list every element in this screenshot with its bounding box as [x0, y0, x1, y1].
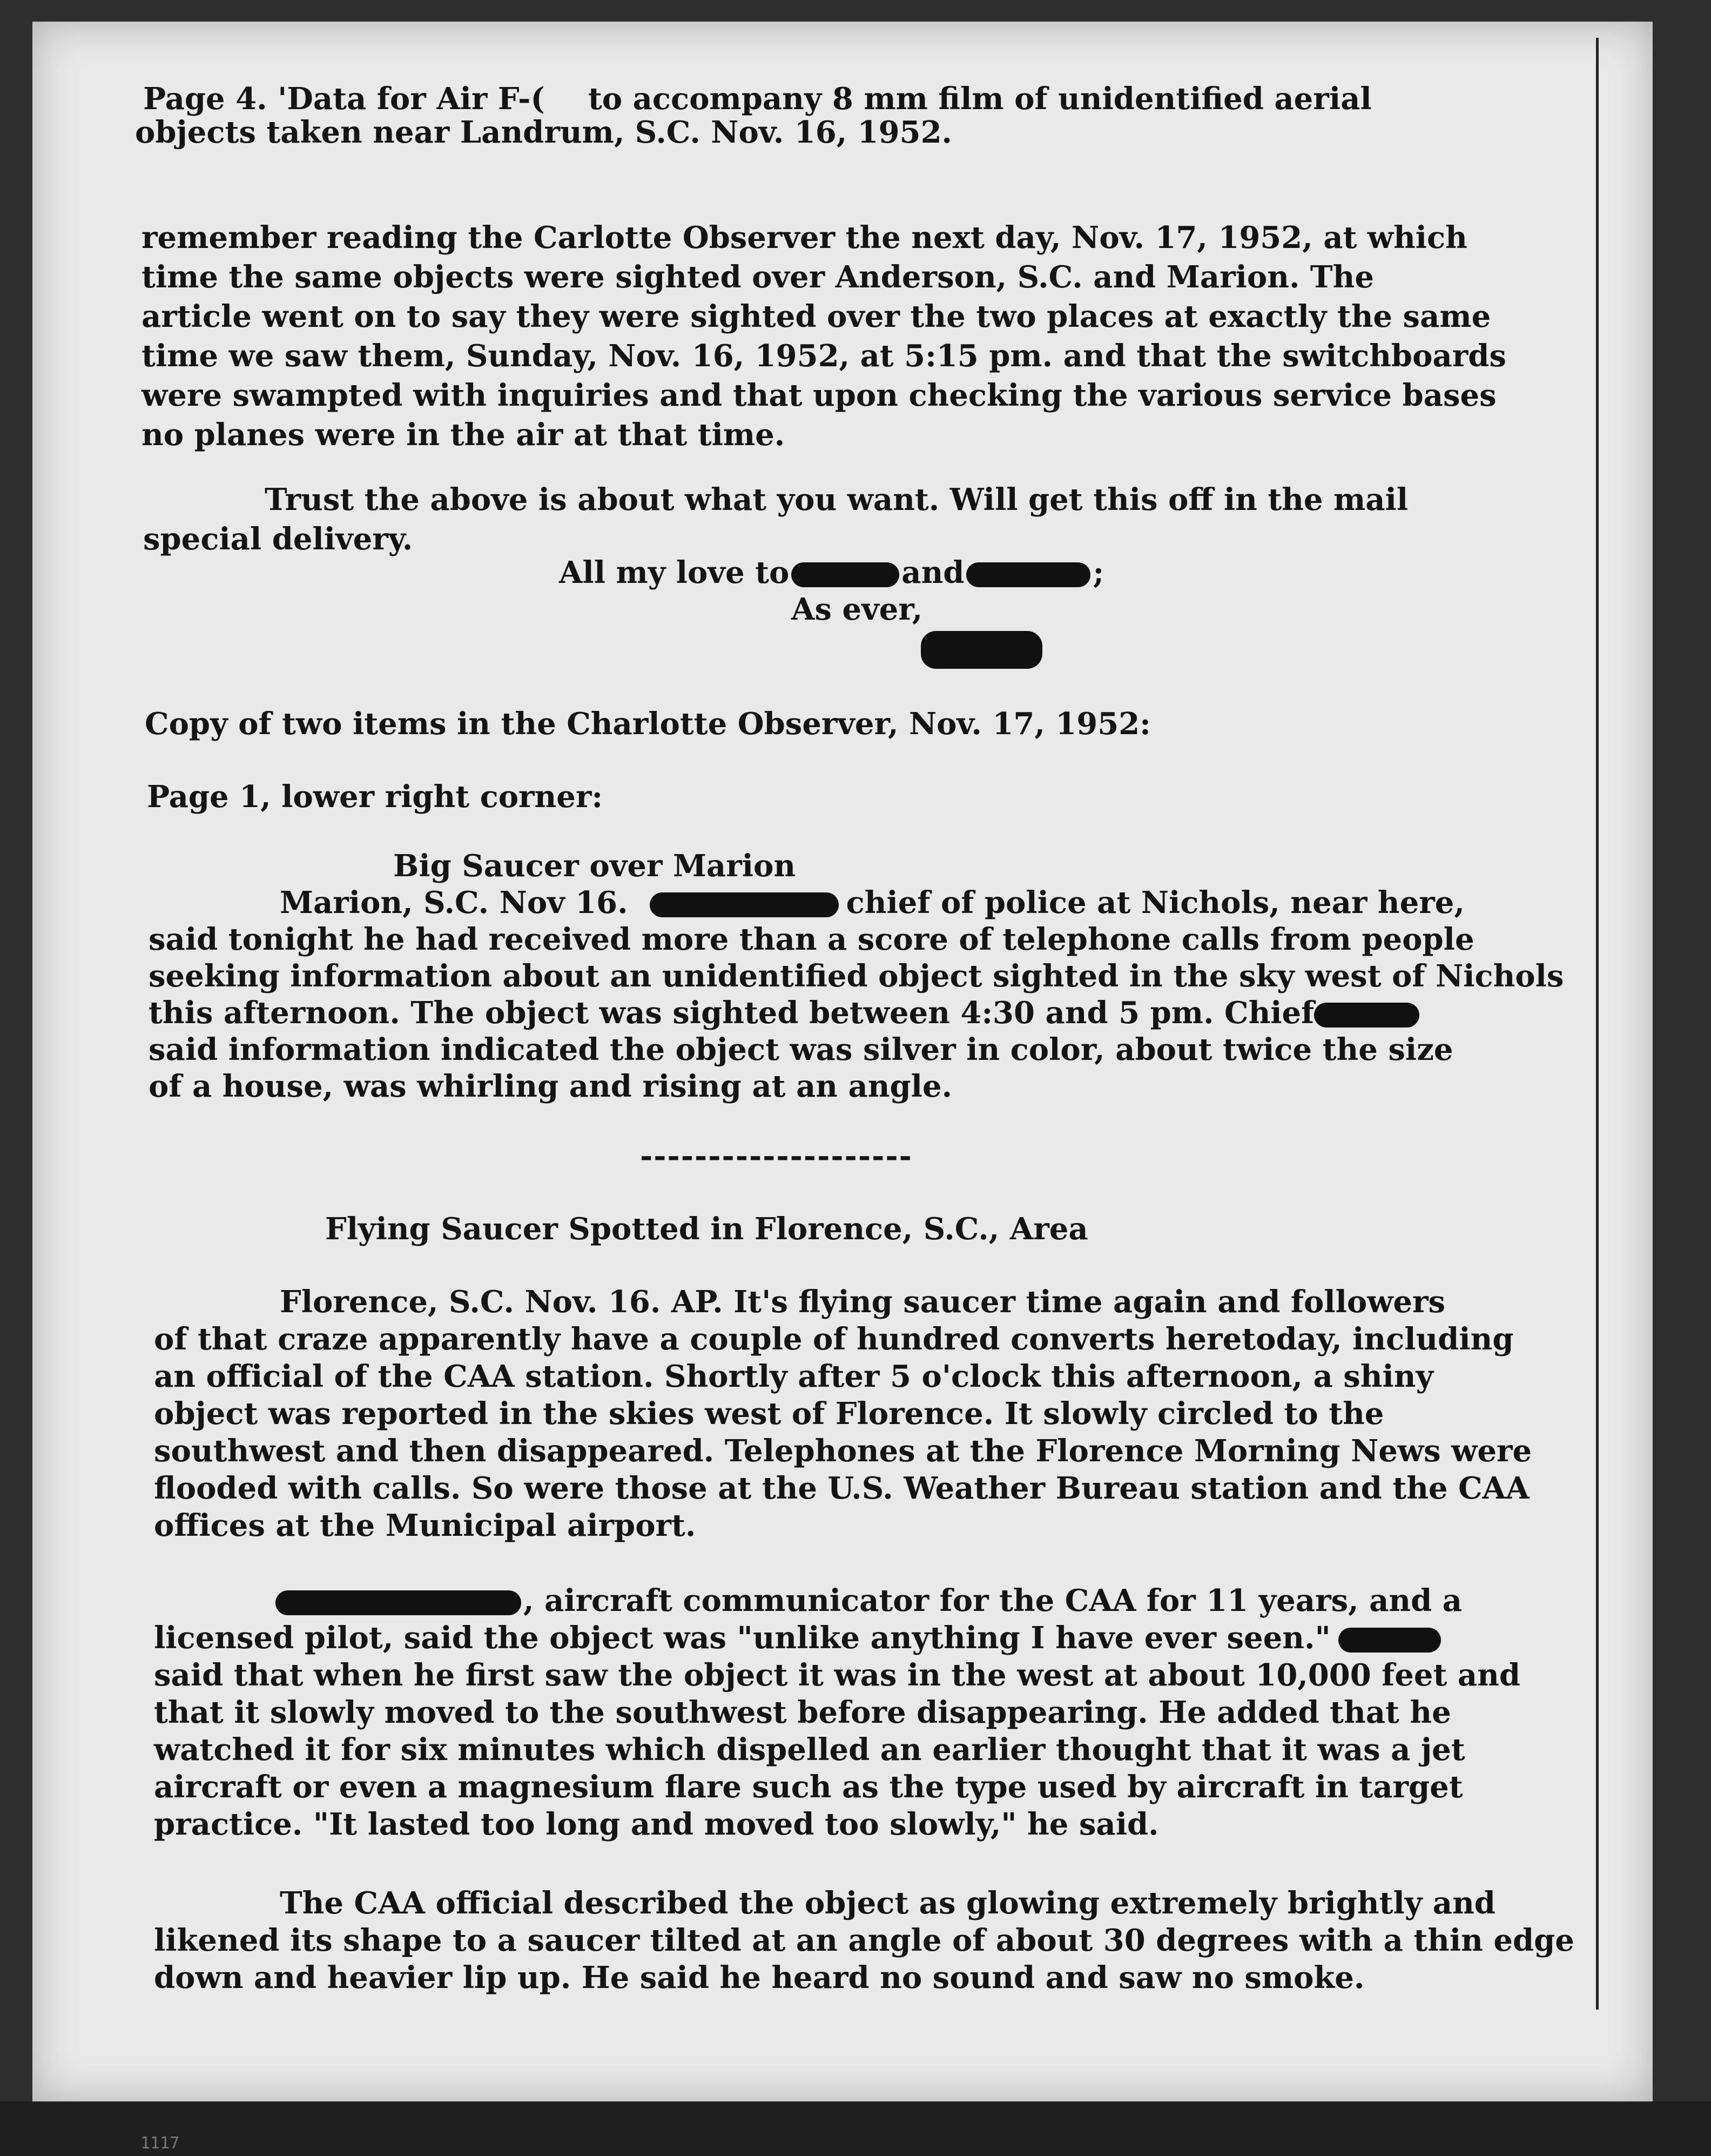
- item2-p2-line-1: [275, 1582, 1462, 1620]
- item2-p3-line-3: down and heavier lip up. He said he heard no sound and saw no smoke.: [154, 1960, 1365, 1996]
- item1-line-4-text: this afternoon. The object was sighted between 4:30 and 5 pm. Chief: [149, 995, 1315, 1031]
- redaction-signature: [921, 631, 1042, 669]
- header-line-2: objects taken near Landrum, S.C. Nov. 16, 1952.: [135, 115, 953, 150]
- item1-dateline: Marion, S.C. Nov 16.: [280, 885, 628, 921]
- item2-p2-line-5: watched it for six minutes which dispelled an earlier thought that it was a jet: [154, 1732, 1465, 1768]
- header-line-1-b: to accompany 8 mm film of unidentified aerial: [588, 81, 1372, 117]
- letter-p1-line-5: were swampted with inquiries and that upon checking the various service bases: [142, 378, 1497, 413]
- letter-p2-line-2: special delivery.: [143, 521, 413, 557]
- item2-p2-line-6: aircraft or even a magnesium flare such as the type used by aircraft in target: [154, 1769, 1463, 1805]
- item1-line-2: said tonight he had received more than a score of telephone calls from people: [149, 922, 1474, 957]
- item1-line-5: said information indicated the object was silver in color, about twice the size: [149, 1032, 1453, 1067]
- item1-headline: Big Saucer over Marion: [393, 848, 796, 884]
- item1-line-4: [149, 994, 1419, 1032]
- item1-line-1-rest: chief of police at Nichols, near here,: [846, 885, 1465, 921]
- copy-intro: Copy of two items in the Charlotte Observer, Nov. 17, 1952:: [145, 706, 1151, 742]
- item1-line-3: seeking information about an unidentified object sighted in the sky west of Nichols: [149, 958, 1564, 994]
- closing-and: and: [901, 555, 965, 590]
- redaction-communicator-surname: [1338, 1628, 1441, 1653]
- item2-p1-line-5: southwest and then disappeared. Telephones at the Florence Morning News were: [154, 1433, 1532, 1469]
- letter-p1-line-4: time we saw them, Sunday, Nov. 16, 1952, at 5:15 pm. and that the switchboards: [142, 338, 1506, 374]
- redaction-name-1: [791, 562, 899, 587]
- item2-p3-line-2: likened its shape to a saucer tilted at an angle of about 30 degrees with a thin edge: [154, 1923, 1574, 1958]
- closing-as-ever: As ever,: [791, 592, 923, 627]
- closing-end: ;: [1093, 555, 1104, 590]
- item2-p2-line-3: said that when he first saw the object it was in the west at about 10,000 feet and: [154, 1657, 1521, 1693]
- item2-p2-line-2: [154, 1619, 1441, 1657]
- item2-p1-line-6: flooded with calls. So were those at the U.S. Weather Bureau station and the CAA: [154, 1470, 1530, 1506]
- film-border: [0, 2101, 1711, 2156]
- item2-p1-line-2: of that craze apparently have a couple of hundred converts heretoday, including: [154, 1321, 1514, 1357]
- film-frame-number: 1117: [140, 2134, 180, 2153]
- redaction-communicator-name: [275, 1590, 521, 1615]
- item1-line-1: [280, 884, 1465, 922]
- letter-p1-line-1: remember reading the Carlotte Observer the next day, Nov. 17, 1952, at which: [142, 220, 1467, 256]
- article-divider: --------------------: [640, 1138, 913, 1174]
- redaction-police-chief: [650, 892, 839, 917]
- closing-text-a: All my love to: [559, 555, 790, 590]
- item2-headline: Flying Saucer Spotted in Florence, S.C., Area: [325, 1211, 1088, 1247]
- letter-p1-line-3: article went on to say they were sighted over the two places at exactly the same: [142, 299, 1491, 334]
- item2-p1-line-4: object was reported in the skies west of Florence. It slowly circled to the: [154, 1396, 1384, 1432]
- item2-p2-line-7: practice. "It lasted too long and moved too slowly," he said.: [154, 1806, 1159, 1842]
- header-line-1: [143, 80, 1372, 118]
- letter-p1-line-6: no planes were in the air at that time.: [142, 417, 785, 453]
- item2-p2-first: , aircraft communicator for the CAA for 11 years, and a: [523, 1583, 1463, 1618]
- redaction-chief-name: [1314, 1003, 1419, 1027]
- letter-p2-line-1: Trust the above is about what you want. Will get this off in the mail: [265, 482, 1409, 518]
- header-line-1-a: Page 4. 'Data for Air F-(: [143, 81, 545, 117]
- item2-p1-line-1: Florence, S.C. Nov. 16. AP. It's flying saucer time again and followers: [280, 1284, 1446, 1320]
- item1-line-6: of a house, was whirling and rising at an angle.: [149, 1069, 953, 1104]
- item2-p3-line-1: The CAA official described the object as glowing extremely brightly and: [280, 1885, 1496, 1921]
- page-edge-line: [1596, 38, 1599, 2010]
- closing-line: [559, 554, 1104, 592]
- redaction-name-2: [966, 562, 1090, 587]
- item2-p2-line-4: that it slowly moved to the southwest before disappearing. He added that he: [154, 1695, 1451, 1730]
- item1-location: Page 1, lower right corner:: [147, 779, 603, 815]
- item2-p1-line-3: an official of the CAA station. Shortly after 5 o'clock this afternoon, a shiny: [154, 1359, 1434, 1394]
- item2-p1-line-7: offices at the Municipal airport.: [154, 1508, 696, 1543]
- item2-p2-second: licensed pilot, said the object was "unlike anything I have ever seen.": [154, 1620, 1331, 1656]
- letter-p1-line-2: time the same objects were sighted over Anderson, S.C. and Marion. The: [142, 259, 1374, 295]
